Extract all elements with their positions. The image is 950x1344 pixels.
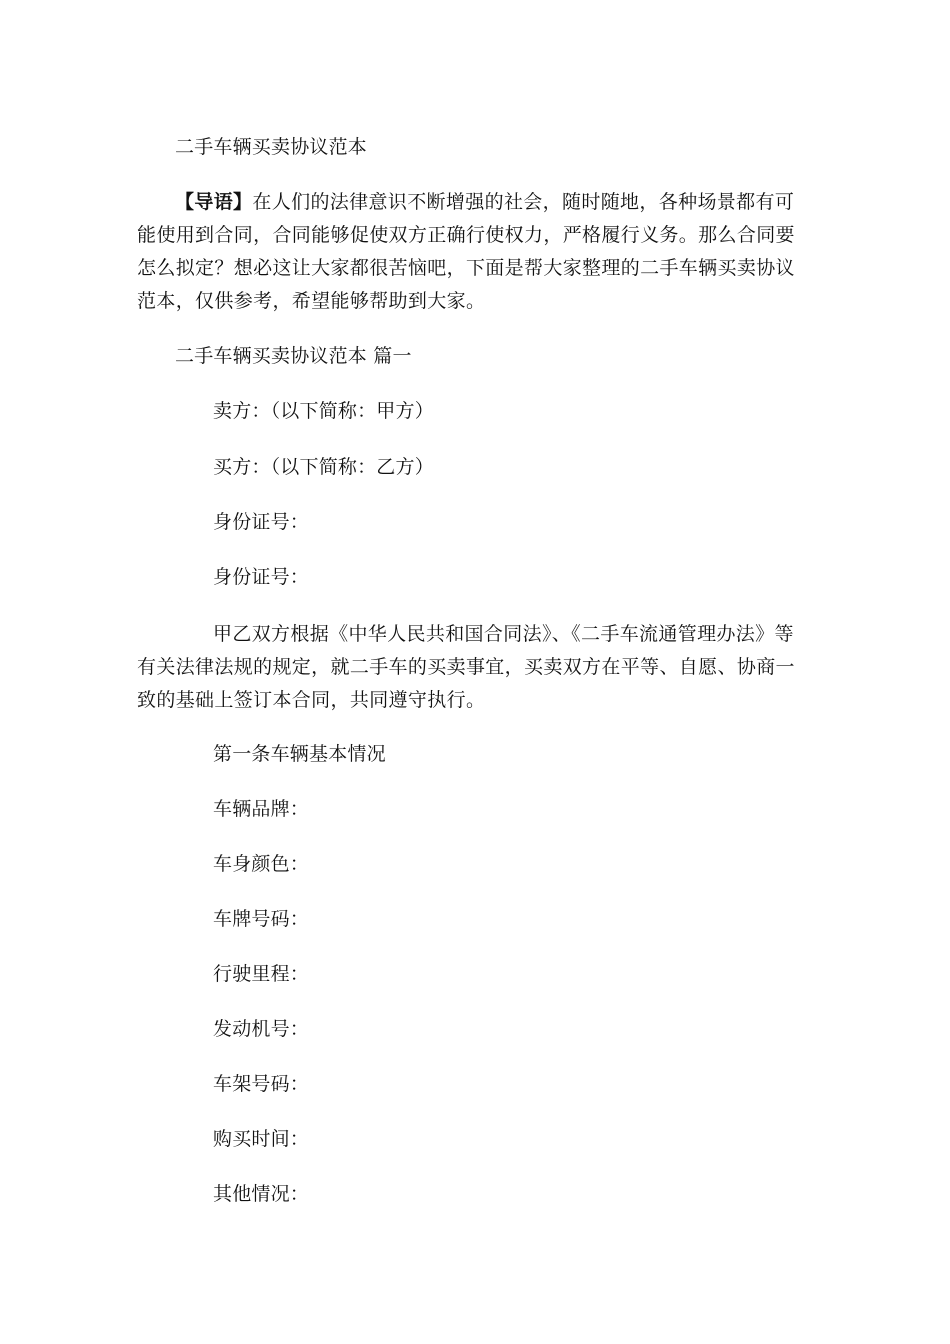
field-body-color: 车身颜色： (213, 853, 310, 875)
field-other-info: 其他情况： (213, 1183, 310, 1205)
field-vehicle-brand: 车辆品牌： (213, 798, 310, 820)
id-number-line-2: 身份证号： (213, 566, 310, 588)
intro-paragraph (137, 186, 807, 318)
document-title: 二手车辆买卖协议范本 (175, 136, 368, 158)
buyer-line: 买方：（以下简称：乙方） (213, 456, 434, 478)
preamble-text: 甲乙双方根据《中华人民共和国合同法》、《二手车流通管理办法》等有关法律法规的规定，就二手车的买卖事宜，买卖双方在平等、自愿、协商一致的基础上签订本合同，共同遵守执行。 (137, 623, 795, 711)
preamble-paragraph (137, 618, 807, 717)
field-purchase-time: 购买时间： (213, 1128, 310, 1150)
intro-text: 在人们的法律意识不断增强的社会，随时随地，各种场景都有可能使用到合同，合同能够促使双方正确行使权力，严格履行义务。那么合同要怎么拟定？想必这让大家都很苦恼吧，下面是帮大家整理的二手车辆买卖协议范本，仅供参考，希望能够帮助到大家。 (137, 191, 795, 312)
field-frame-number: 车架号码： (213, 1073, 310, 1095)
article-1-heading: 第一条车辆基本情况 (213, 743, 386, 765)
intro-tag: 【导语】 (175, 191, 253, 213)
id-number-line-1: 身份证号： (213, 511, 310, 533)
field-plate-number: 车牌号码： (213, 908, 310, 930)
field-mileage: 行驶里程： (213, 963, 310, 985)
section-title: 二手车辆买卖协议范本 篇一 (175, 345, 412, 367)
seller-line: 卖方：（以下简称：甲方） (213, 400, 434, 422)
field-engine-number: 发动机号： (213, 1018, 310, 1040)
